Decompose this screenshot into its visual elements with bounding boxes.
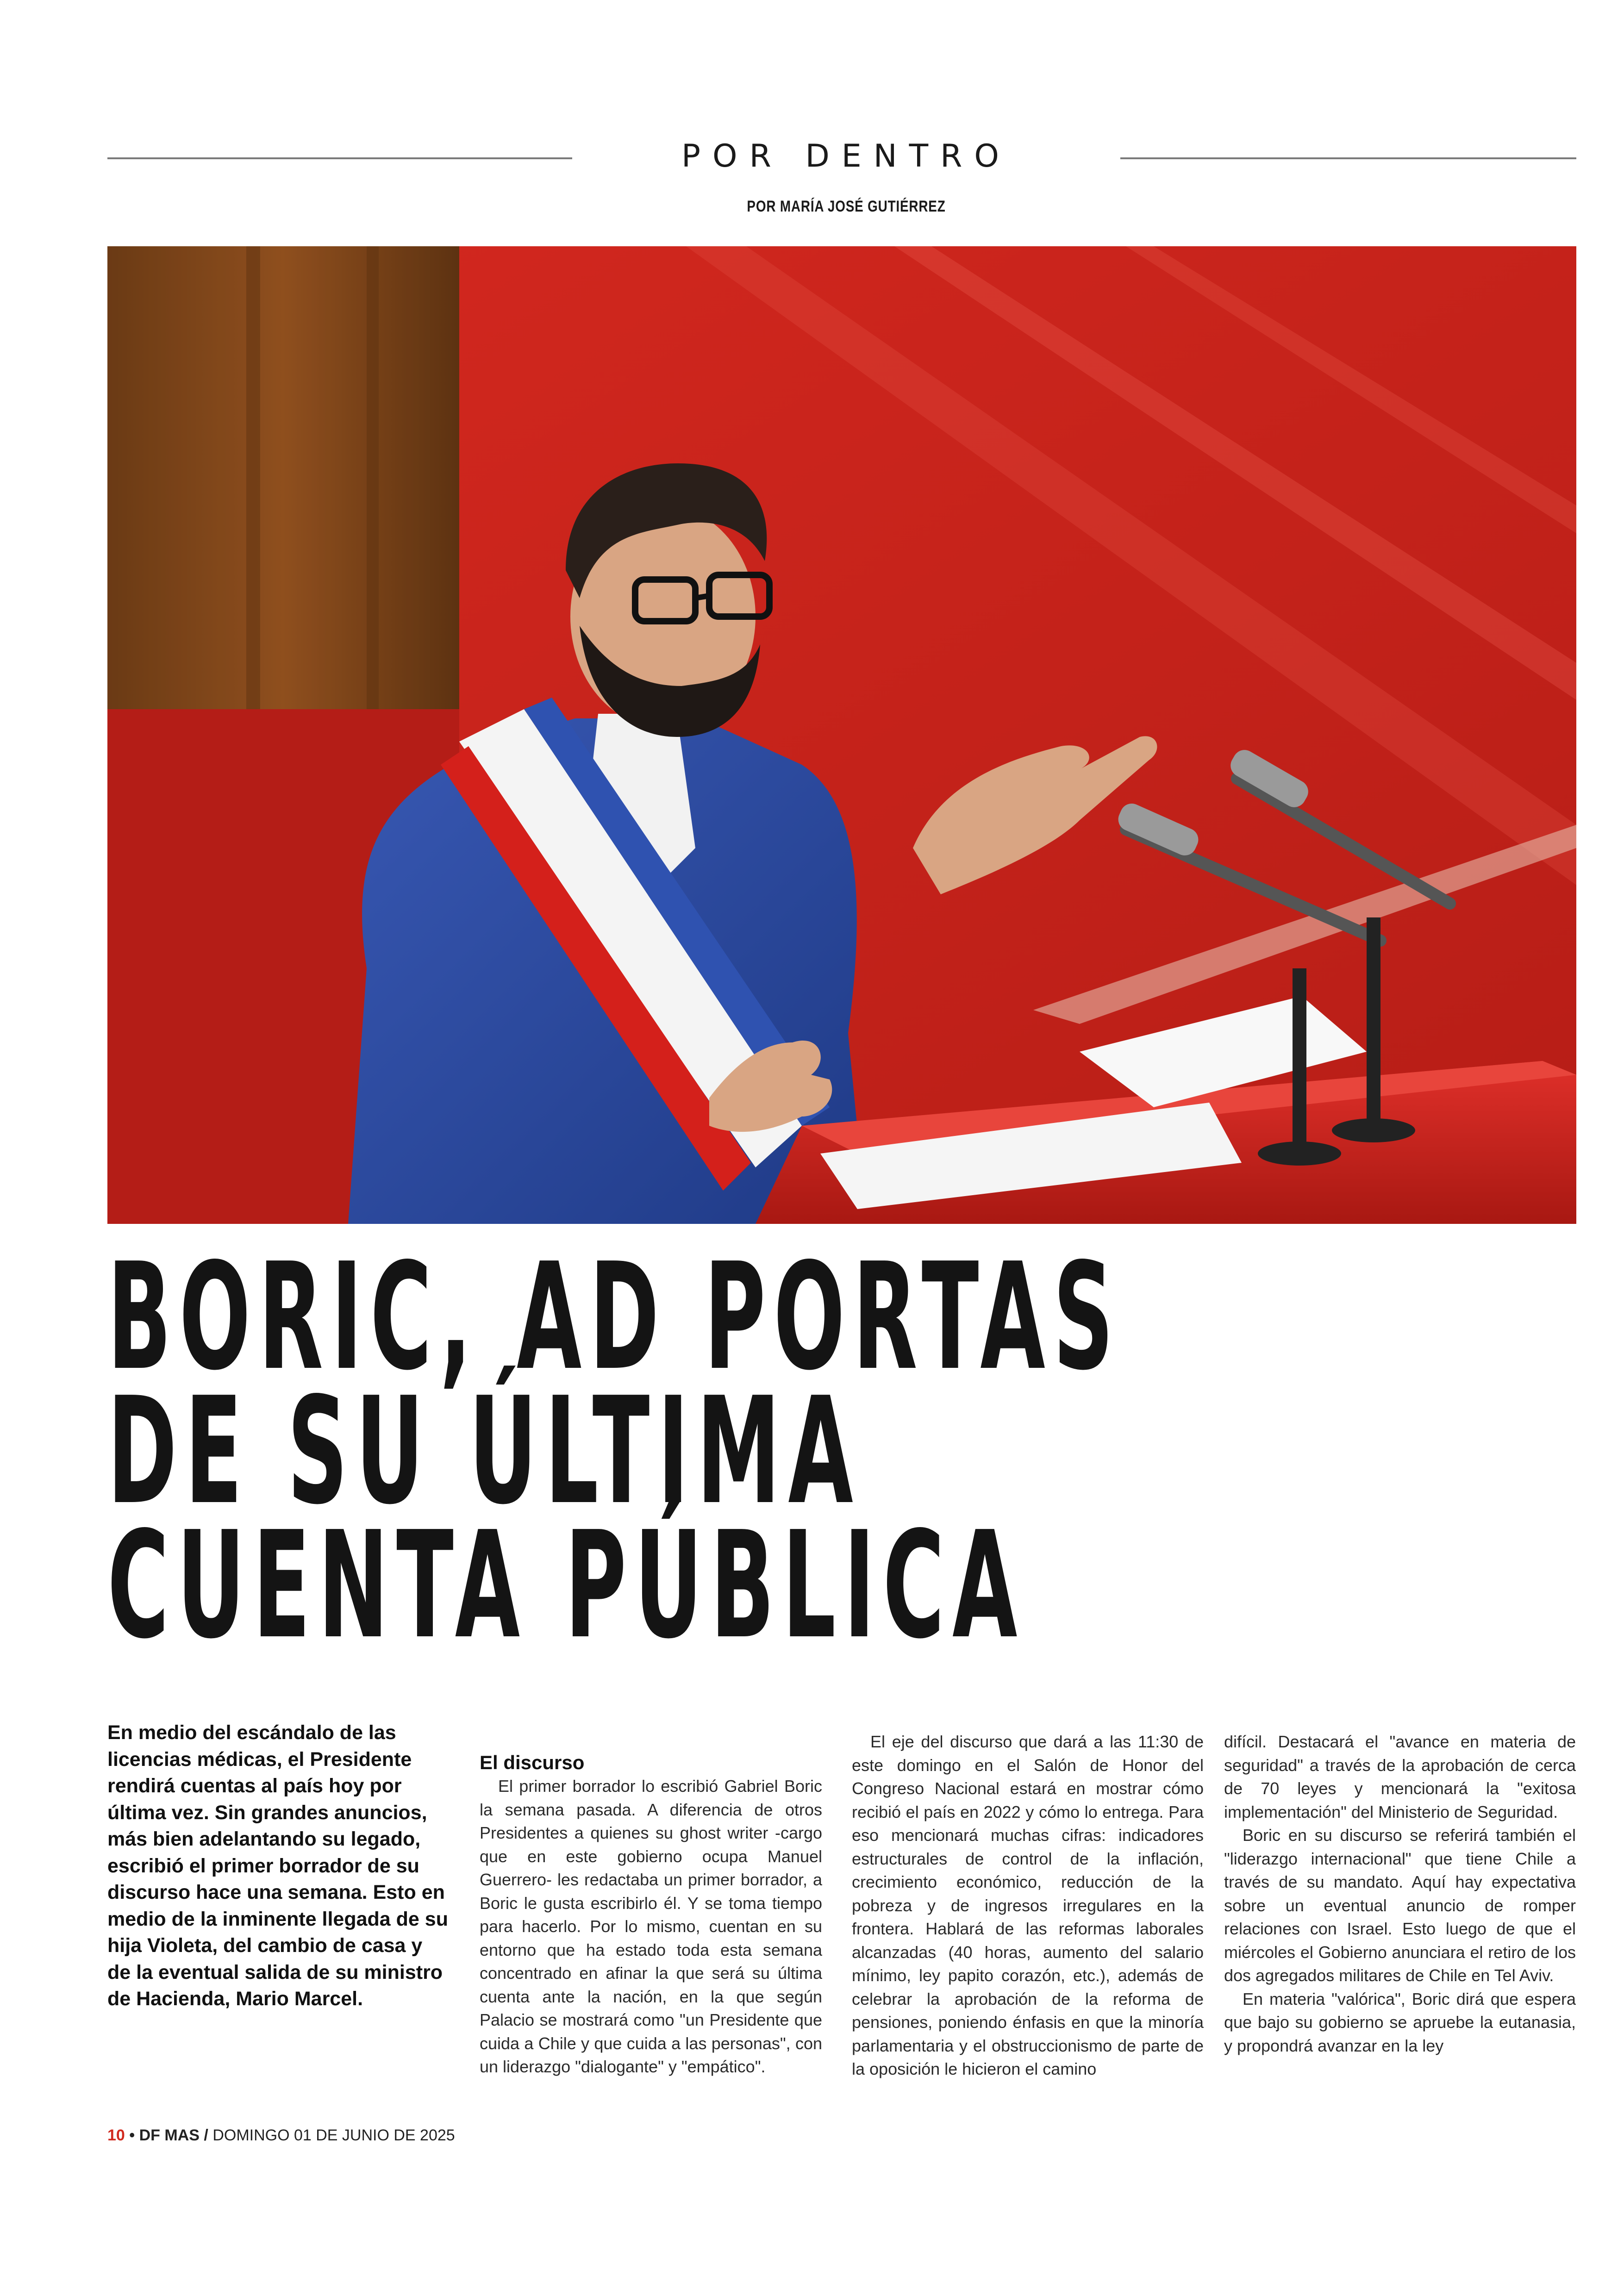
body-paragraph: El primer borrador lo escribió Gabriel Boric la semana pasada. A diferencia de otros Presidentes a quienes su ghost writer -cargo que en este gobierno ocupa Manuel Guerrero- les redactaba un primer borrador, a Boric le gusta escribirlo él. Y se toma tiempo para hacerlo. Por lo mismo, cuentan en su entorno que ha estado toda esta semana concentrado en afinar la que será su última cuenta ante la nación, en la que según Palacio se mostrará como "un Presidente que cuida a Chile y que cuida a las personas", con un liderazgo "dialogante" y "empático". [480,1777,822,2076]
article-column-1 [480,1751,822,2079]
lead-paragraph: En medio del escándalo de las licencias médicas, el Presidente rendirá cuentas al país hoy por última vez. Sin grandes anuncios, más bien adelantando su legado, escribió el primer borrador de su discurso hace una semana. Esto en medio de la inminente llegada de su hija Violeta, del cambio de casa y de la eventual salida de su ministro de Hacienda, Mario Marcel. [107,1721,448,2010]
header-rule-right [1120,157,1576,159]
page-footer [107,2126,455,2145]
byline: POR MARÍA JOSÉ GUTIÉRREZ [747,198,946,215]
body-paragraph: difícil. Destacará el "avance en materia de seguridad" a través de la aprobación de cerca de 70 leyes y mencionará la "exitosa implementación" del Ministerio de Seguridad. [1224,1732,1576,1821]
headline-line: DE SU ÚLTIMA [107,1366,861,1537]
body-paragraph: En materia "valórica", Boric dirá que espera que bajo su gobierno se apruebe la eutanasia, y propondrá avanzar en la ley [1224,1989,1576,2055]
headline-line: BORIC, AD PORTAS [107,1231,1122,1403]
issue-date: DOMINGO 01 DE JUNIO DE 2025 [212,2127,455,2144]
section-title: POR DENTRO [681,138,1011,175]
president-at-podium-photo [107,246,1576,1224]
page-number: 10 [107,2127,125,2144]
body-paragraph: El eje del discurso que dará a las 11:30 de este domingo en el Salón de Honor del Congreso Nacional estará en mostrar cómo recibió el país en 2022 y cómo lo entrega. Para eso mencionará muchas cifras: indicadores estructurales de control de la inflación, crecimiento económico, reducción de la pobreza y de ingresos irregulares en la frontera. Hablará de las reformas laborales alcanzadas (40 horas, aumento del salario mínimo, ley papito corazón, etc.), además de celebrar la aprobación de la reforma de pensiones, poniendo énfasis en que la minoría parlamentaria y el obstruccionismo de parte de la oposición le hicieron el camino [852,1732,1204,2078]
magazine-name: • DF MAS / [129,2127,208,2144]
headline-line: CUENTA PÚBLICA [107,1500,1025,1671]
article-column-3 [1224,1730,1576,2058]
header-rule-left [107,157,572,159]
body-paragraph: Boric en su discurso se referirá también el "liderazgo internacional" que tiene Chile a través de su mandato. Aquí hay expectativa sobre un eventual anuncio de romper relaciones con Israel. Esto luego de que el miércoles el Gobierno anunciara el retiro de los dos agregados militares de Chile en Tel Aviv. [1224,1826,1576,1985]
headline [107,1231,1122,1671]
article-column-2 [852,1730,1204,2081]
subhead: El discurso [480,1752,585,1773]
